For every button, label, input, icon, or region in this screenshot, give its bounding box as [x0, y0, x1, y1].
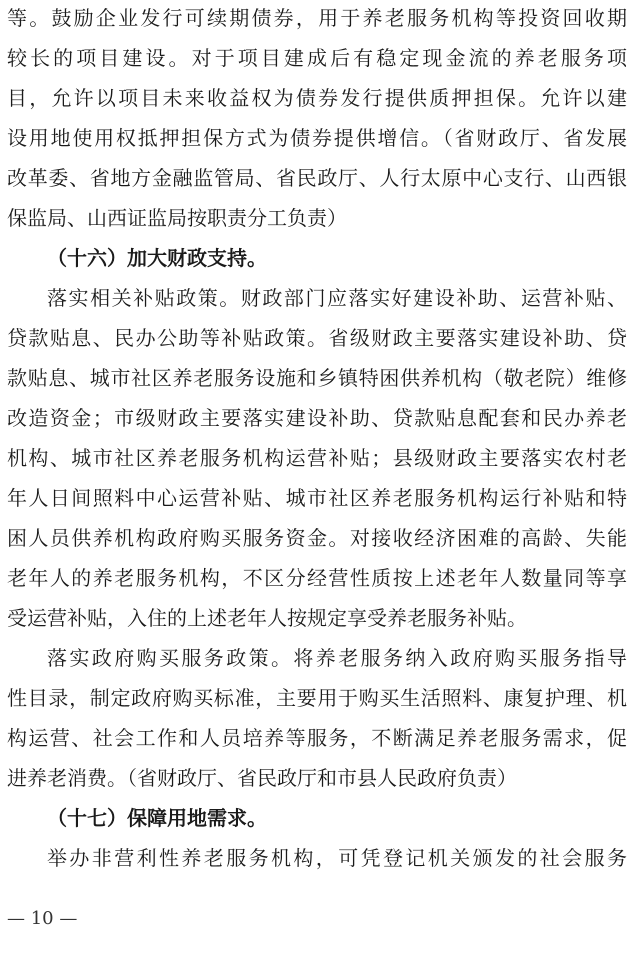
paragraph-line: 改革委、省地方金融监管局、省民政厅、人行太原中心支行、山西银 [7, 166, 627, 190]
section-heading-17: （十七）保障用地需求。 [47, 806, 267, 830]
page-number: — 10 — [7, 908, 78, 929]
paragraph-line: 进养老消费。（省财政厅、省民政厅和市县人民政府负责） [7, 766, 517, 790]
paragraph-line: 落实相关补贴政策。财政部门应落实好建设补助、运营补贴、 [47, 286, 627, 310]
section-heading-16: （十六）加大财政支持。 [47, 246, 267, 270]
paragraph-line: 款贴息、城市社区养老服务设施和乡镇特困供养机构（敬老院）维修 [7, 366, 627, 390]
paragraph-line: 目，允许以项目未来收益权为债券发行提供质押担保。允许以建 [7, 86, 627, 110]
paragraph-line: 老年人的养老服务机构，不区分经营性质按上述老年人数量同等享 [7, 566, 627, 590]
paragraph-line: 困人员供养机构政府购买服务资金。对接收经济困难的高龄、失能 [7, 526, 627, 550]
paragraph-line: 年人日间照料中心运营补贴、城市社区养老服务机构运行补贴和特 [7, 486, 627, 510]
paragraph-line: 改造资金；市级财政主要落实建设补助、贷款贴息配套和民办养老 [7, 406, 627, 430]
paragraph-line: 较长的项目建设。对于项目建成后有稳定现金流的养老服务项 [7, 46, 627, 70]
paragraph-line: 举办非营利性养老服务机构，可凭登记机关颁发的社会服务 [47, 846, 627, 870]
paragraph-line: 受运营补贴，入住的上述老年人按规定享受养老服务补贴。 [7, 606, 527, 630]
paragraph-line: 贷款贴息、民办公助等补贴政策。省级财政主要落实建设补助、贷 [7, 326, 627, 350]
paragraph-line: 性目录，制定政府购买标准，主要用于购买生活照料、康复护理、机 [7, 686, 627, 710]
paragraph-line: 保监局、山西证监局按职责分工负责） [7, 206, 347, 230]
paragraph-line: 设用地使用权抵押担保方式为债券提供增信。（省财政厅、省发展 [7, 126, 627, 150]
paragraph-line: 构运营、社会工作和人员培养等服务，不断满足养老服务需求，促 [7, 726, 627, 750]
paragraph-line: 等。鼓励企业发行可续期债券，用于养老服务机构等投资回收期 [7, 6, 627, 30]
paragraph-line: 机构、城市社区养老服务机构运营补贴；县级财政主要落实农村老 [7, 446, 627, 470]
paragraph-line: 落实政府购买服务政策。将养老服务纳入政府购买服务指导 [47, 646, 627, 670]
